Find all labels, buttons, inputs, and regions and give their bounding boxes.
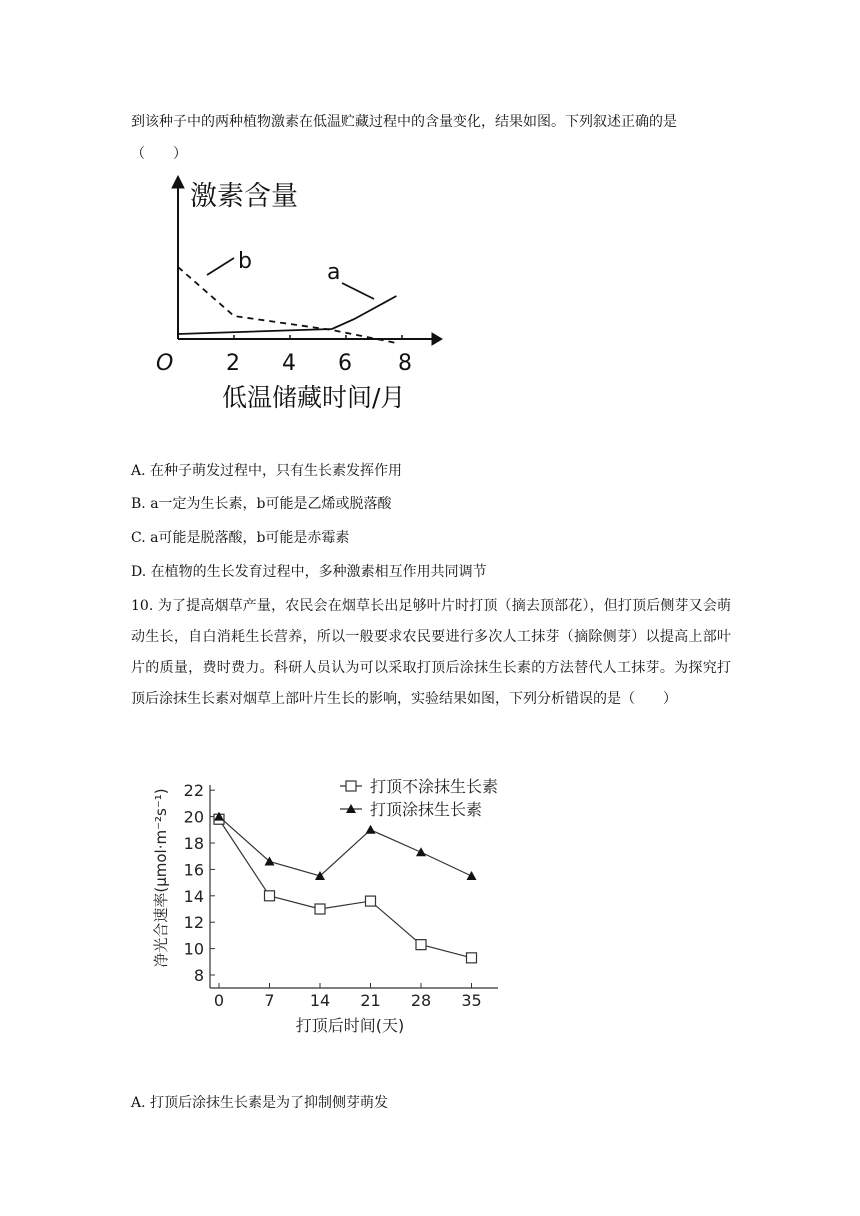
- fig1-xlabel: 低温储藏时间/月: [222, 383, 406, 412]
- fig2-ylabel: 净光合速率(μmol·m⁻²s⁻¹): [152, 788, 170, 968]
- fig2-point-square: [416, 940, 426, 950]
- fig1-xtick: 8: [398, 351, 412, 376]
- fig2-point-square: [315, 904, 325, 914]
- option-10a: A. 打顶后涂抹生长素是为了抑制侧芽萌发: [131, 1095, 389, 1111]
- fig2-ytick-label: 8: [193, 966, 204, 985]
- figure-1-hormone-chart: [0, 0, 860, 430]
- fig2-ytick-label: 22: [183, 781, 204, 801]
- figure-2-photosynthesis-chart: [0, 760, 860, 1060]
- fig2-xlabel: 打顶后时间(天): [295, 1016, 405, 1035]
- fig2-point-square: [366, 896, 376, 906]
- fig2-xtick-label: 0: [213, 991, 225, 1010]
- fig2-point-triangle: [467, 871, 477, 880]
- question-9-bracket: （ ）: [131, 146, 187, 162]
- fig2-legend-square: [346, 781, 356, 791]
- fig2-xtick-label: 7: [264, 991, 275, 1010]
- fig1-y-arrow: [172, 176, 184, 188]
- fig2-ytick-label: 10: [183, 939, 204, 959]
- fig1-series-a: [178, 296, 396, 334]
- fig2-ytick-label: 12: [183, 913, 204, 933]
- fig1-x-arrow: [432, 333, 442, 345]
- fig2-ytick-label: 20: [183, 807, 204, 827]
- fig1-series-b: [178, 267, 396, 343]
- option-9c: C. a可能是脱落酸，b可能是赤霉素: [131, 530, 350, 546]
- fig2-point-triangle: [416, 847, 426, 856]
- option-9d: D. 在植物的生长发育过程中，多种激素相互作用共同调节: [131, 564, 487, 580]
- fig2-legend-1: 打顶不涂抹生长素: [370, 777, 499, 796]
- fig2-xtick-label: 35: [461, 991, 482, 1010]
- option-9a: A. 在种子萌发过程中，只有生长素发挥作用: [131, 463, 403, 479]
- fig2-point-square: [467, 953, 477, 963]
- fig2-ytick-label: 18: [183, 834, 204, 853]
- fig1-xtick: 4: [282, 351, 296, 376]
- option-9b: B. a一定为生长素，b可能是乙烯或脱落酸: [131, 496, 392, 512]
- question-9-stem: 到该种子中的两种植物激素在低温贮藏过程中的含量变化，结果如图。下列叙述正确的是: [131, 114, 677, 130]
- fig2-ytick-label: 16: [183, 860, 204, 880]
- fig1-origin: O: [156, 351, 174, 376]
- fig2-series-line-2: [219, 817, 472, 876]
- fig2-xtick-label: 21: [360, 991, 381, 1010]
- fig1-ylabel: 激素含量: [190, 181, 298, 212]
- fig1-label-b: b: [238, 249, 252, 274]
- question-10-stem: 10. 为了提高烟草产量，农民会在烟草长出足够叶片时打顶（摘去顶部花），但打顶后侧芽又会萌动生长，自白消耗生长营养，所以一般要求农民要进行多次人工抹芽（摘除侧芽）以提高上部叶片的质量，费时费力。科研人员认为可以采取打顶后涂抹生长素的方法替代人工抹芽。为探究打顶后涂抹生长素对烟草上部叶片生长的影响，实验结果如图，下列分析错误的是（ ）: [131, 598, 731, 707]
- fig2-xtick-label: 28: [410, 991, 432, 1010]
- fig1-xtick: 6: [338, 351, 352, 376]
- fig1-label-a: a: [327, 260, 341, 285]
- fig2-ytick-label: 14: [183, 886, 204, 906]
- fig2-point-square: [265, 891, 275, 901]
- fig2-xtick-label: 14: [309, 991, 331, 1010]
- fig1-xtick: 2: [226, 351, 240, 376]
- fig2-legend-2: 打顶涂抹生长素: [370, 800, 483, 819]
- fig2-series-line-1: [219, 819, 472, 958]
- fig2-point-triangle: [366, 825, 376, 834]
- fig1-leader-b: [207, 258, 234, 275]
- fig1-leader-a: [342, 283, 374, 299]
